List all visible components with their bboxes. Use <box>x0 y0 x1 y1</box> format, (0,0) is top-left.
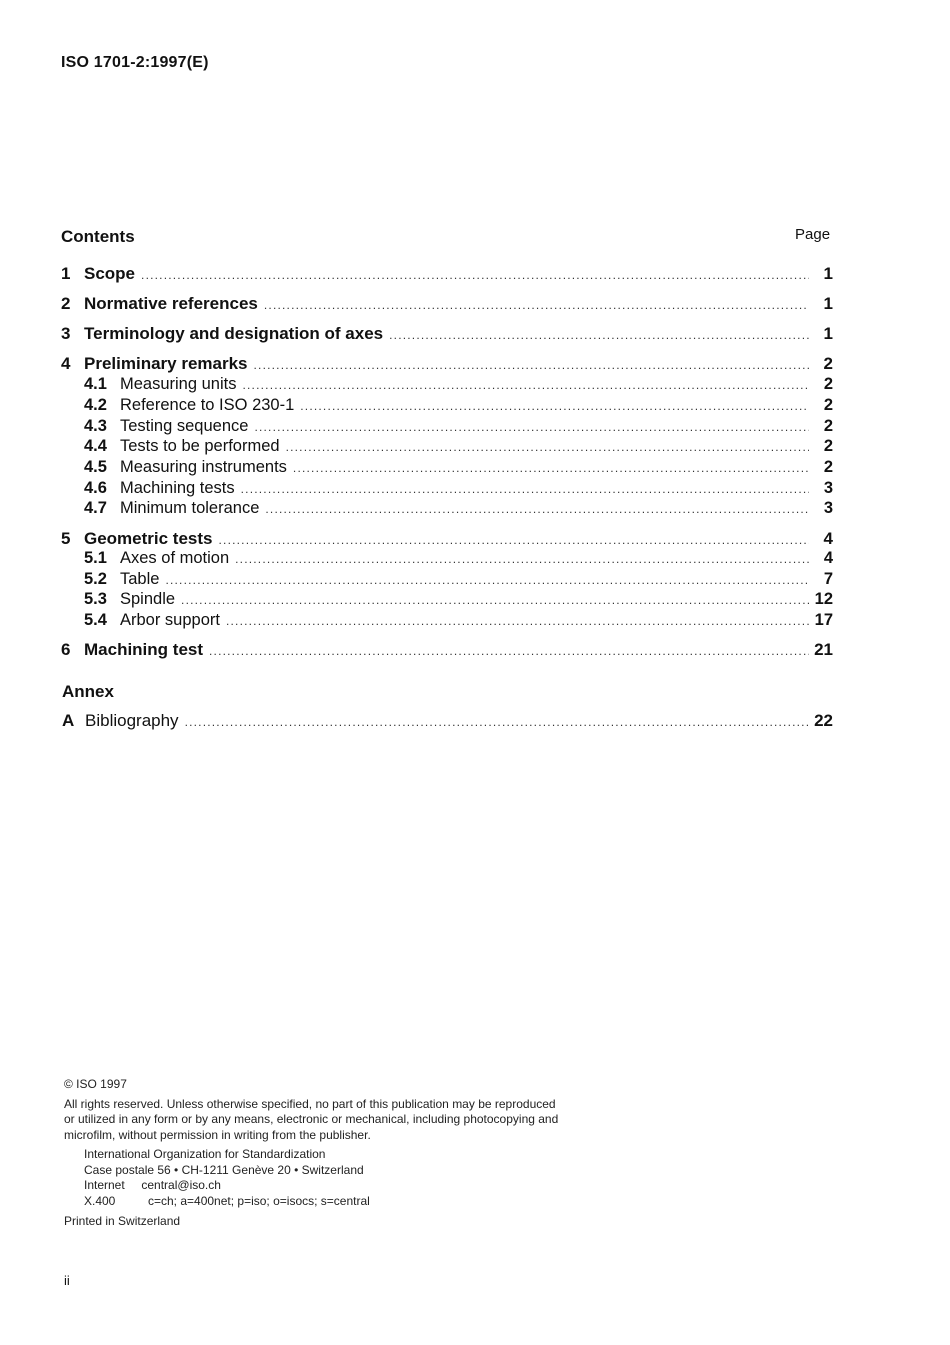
toc-entry-page: 2 <box>823 417 833 435</box>
annex-heading: Annex <box>62 682 114 701</box>
toc-entry-title: Testing sequence <box>120 417 249 435</box>
toc-entry-title: Preliminary remarks <box>84 354 248 373</box>
toc-entry-spindle[interactable] <box>84 590 833 609</box>
toc-dot-leader <box>165 573 809 587</box>
toc-entry-title: Bibliography <box>85 711 179 730</box>
toc-entry-page: 3 <box>823 499 833 517</box>
document-id: ISO 1701-2:1997(E) <box>61 54 209 71</box>
toc-entry-preliminary-remarks[interactable] <box>61 354 833 374</box>
toc-entry-page: 21 <box>814 640 833 659</box>
toc-entry-title: Machining tests <box>120 479 235 497</box>
toc-entry-minimum-tolerance[interactable] <box>84 499 833 518</box>
toc-entry-page: 4 <box>823 529 833 548</box>
toc-entry-reference-iso-230-1[interactable] <box>84 396 833 415</box>
rights-text-line: or utilized in any form or by any means, electronic or mechanical, including photocopying and <box>64 1112 559 1126</box>
toc-dot-leader <box>265 502 809 516</box>
toc-dot-leader <box>254 420 809 434</box>
contents-heading: Contents <box>61 227 135 246</box>
toc-entry-number: 4.6 <box>84 479 107 497</box>
printed-location: Printed in Switzerland <box>64 1214 181 1228</box>
internet-contact: Internet central@iso.ch <box>84 1178 221 1192</box>
toc-entry-page: 2 <box>823 354 833 373</box>
rights-text-line: microfilm, without permission in writing from the publisher. <box>64 1127 371 1142</box>
toc-entry-page: 1 <box>823 294 833 313</box>
toc-entry-testing-sequence[interactable] <box>84 417 833 436</box>
toc-entry-number: 5.4 <box>84 611 107 629</box>
toc-entry-title: Axes of motion <box>120 549 230 567</box>
organization-address: Case postale 56 • CH-1211 Genève 20 • Switzerland <box>84 1162 364 1177</box>
toc-entry-axes-of-motion[interactable] <box>84 549 833 568</box>
toc-entry-machining-tests[interactable] <box>84 479 833 498</box>
toc-entry-terminology[interactable] <box>61 324 833 344</box>
toc-entry-title: Spindle <box>120 590 176 608</box>
toc-entry-number: 3 <box>61 324 71 343</box>
toc-entry-title: Minimum tolerance <box>120 499 260 517</box>
toc-entry-number: 5.2 <box>84 570 107 588</box>
x400-value: c=ch; a=400net; p=iso; o=isocs; s=central <box>148 1193 370 1208</box>
toc-entry-number: 4.1 <box>84 375 107 393</box>
toc-entry-number: 4.2 <box>84 396 107 414</box>
toc-dot-leader <box>181 593 809 607</box>
organization-name: International Organization for Standardization <box>84 1147 326 1161</box>
toc-entry-title: Reference to ISO 230-1 <box>120 396 295 414</box>
toc-entry-scope[interactable] <box>61 264 833 284</box>
toc-entry-number: 4.4 <box>84 437 107 455</box>
toc-entry-number: 5.3 <box>84 590 107 608</box>
toc-entry-number: 1 <box>61 264 71 283</box>
toc-entry-title: Normative references <box>84 294 258 313</box>
rights-text-line: All rights reserved. Unless otherwise specified, no part of this publication may be reproduced <box>64 1096 556 1111</box>
x400-label: X.400 <box>84 1193 116 1208</box>
toc-entry-normative-references[interactable] <box>61 294 833 314</box>
toc-dot-leader <box>241 482 809 496</box>
toc-dot-leader <box>293 461 809 475</box>
toc-entry-page: 2 <box>823 396 833 414</box>
toc-entry-page: 1 <box>823 264 833 283</box>
toc-entry-page: 7 <box>823 570 833 588</box>
toc-entry-title: Arbor support <box>120 611 220 629</box>
toc-entry-page: 22 <box>814 711 833 730</box>
toc-entry-title: Geometric tests <box>84 529 213 548</box>
toc-entry-measuring-units[interactable] <box>84 375 833 394</box>
toc-entry-number: 4.3 <box>84 417 107 435</box>
copyright-block <box>64 1077 624 1230</box>
page-number: ii <box>64 1273 70 1288</box>
toc-entry-title: Measuring instruments <box>120 458 287 476</box>
copyright-notice: © ISO 1997 <box>64 1077 127 1091</box>
toc-entry-title: Measuring units <box>120 375 237 393</box>
toc-entry-number: 2 <box>61 294 71 313</box>
toc-dot-leader <box>185 715 809 729</box>
toc-entry-geometric-tests[interactable] <box>61 529 833 549</box>
toc-dot-leader <box>235 552 809 566</box>
toc-entry-page: 12 <box>814 590 833 608</box>
toc-entry-page: 4 <box>823 549 833 567</box>
toc-dot-leader <box>242 378 809 392</box>
toc-entry-number: 4.5 <box>84 458 107 476</box>
toc-dot-leader <box>300 399 809 413</box>
toc-entry-measuring-instruments[interactable] <box>84 458 833 477</box>
toc-entry-bibliography[interactable] <box>62 711 833 731</box>
toc-entry-page: 17 <box>814 611 833 629</box>
toc-entry-title: Table <box>120 570 160 588</box>
toc-entry-number: 4.7 <box>84 499 107 517</box>
toc-entry-tests-to-be-performed[interactable] <box>84 437 833 456</box>
toc-dot-leader <box>209 644 809 658</box>
toc-dot-leader <box>286 440 809 454</box>
toc-entry-number: 4 <box>61 354 71 373</box>
toc-dot-leader <box>141 268 809 282</box>
toc-entry-title: Machining test <box>84 640 204 659</box>
toc-entry-machining-test[interactable] <box>61 640 833 660</box>
toc-entry-arbor-support[interactable] <box>84 611 833 630</box>
toc-entry-title: Scope <box>84 264 136 283</box>
toc-entry-page: 1 <box>823 324 833 343</box>
toc-entry-number: 6 <box>61 640 71 659</box>
toc-entry-title: Tests to be performed <box>120 437 280 455</box>
toc-dot-leader <box>254 358 810 372</box>
x400-contact <box>64 1194 624 1210</box>
toc-entry-title: Terminology and designation of axes <box>84 324 384 343</box>
toc-entry-page: 3 <box>823 479 833 497</box>
toc-dot-leader <box>264 298 809 312</box>
toc-dot-leader <box>226 614 809 628</box>
toc-entry-page: 2 <box>823 458 833 476</box>
toc-entry-page: 2 <box>823 375 833 393</box>
toc-dot-leader <box>219 533 810 547</box>
toc-dot-leader <box>389 328 809 342</box>
toc-entry-number: 5.1 <box>84 549 107 567</box>
toc-entry-table[interactable] <box>84 570 833 589</box>
toc-entry-number: 5 <box>61 529 71 548</box>
toc-entry-page: 2 <box>823 437 833 455</box>
page-column-heading: Page <box>795 226 831 243</box>
toc-entry-number: A <box>62 711 75 730</box>
